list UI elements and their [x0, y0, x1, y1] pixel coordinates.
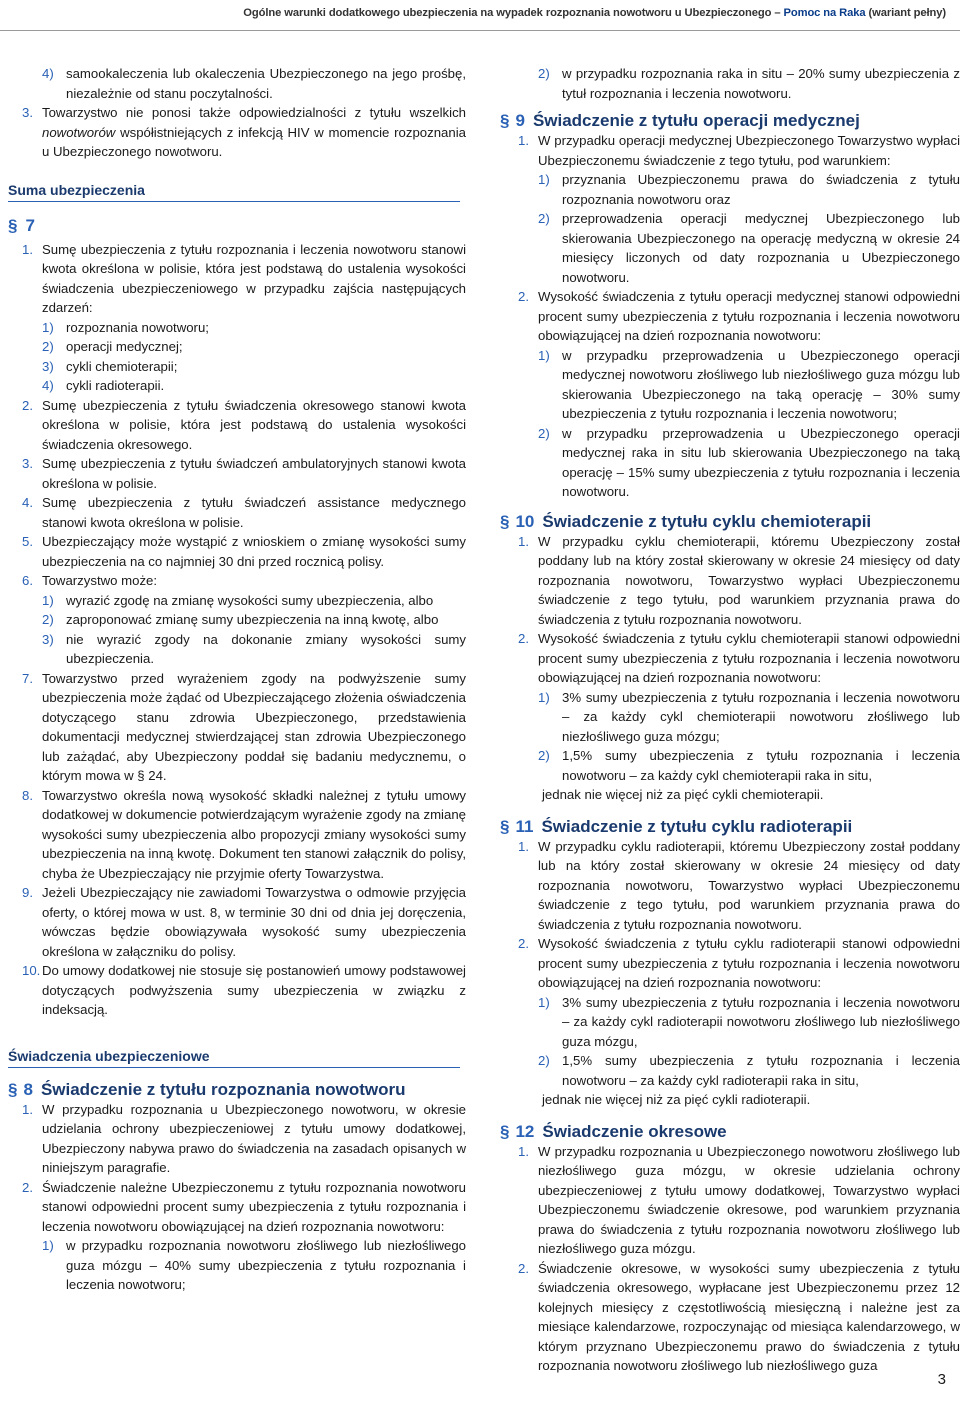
list-item	[22, 396, 466, 455]
item-number: 1)	[42, 592, 54, 608]
item-number: 4.	[22, 495, 33, 510]
item-text: Towarzystwo przed wyrażeniem zgody na podwyższenie sumy ubezpieczenia może żądać od Ubezpieczającego złożenia oświadczenia dotyczącego stanu zdrowia Ubezpieczonego, przedstawienia dokumentacji medycznej stwierdzającej stan zdrowia Ubezpieczonego lub zażądać, aby Ubezpieczony poddał się badaniu medycznemu, o którym mowa w § 24.	[42, 670, 466, 783]
item-text: 3% sumy ubezpieczenia z tytułu rozpoznania i leczenia nowotworu – za każdy cykl chemioterapii nowotworu złośliwego lub niezłośliwego guza mózgu;	[562, 689, 960, 744]
list-tail: jednak nie więcej niż za pięć cykli chemioterapii.	[542, 787, 824, 802]
item-number: 1)	[538, 994, 550, 1010]
paragraph-number: 9	[515, 111, 525, 130]
sub-item	[538, 746, 960, 785]
paragraph-10-heading	[500, 512, 960, 532]
sub-item	[538, 346, 960, 424]
section-swiadczenia-title: Świadczenia ubezpieczeniowe	[8, 1048, 460, 1068]
item-number: 1)	[42, 1238, 54, 1253]
item-number: 5.	[22, 534, 33, 549]
sub-item	[42, 318, 466, 338]
item-text: w przypadku przeprowadzenia u Ubezpieczonego operacji medycznej raka in situ lub skierowania Ubezpieczonego na taką operację – 15% sumy ubezpieczenia z tytułu rozpoznania i leczenia nowotworu.	[562, 425, 960, 499]
item-text: W przypadku rozpoznania u Ubezpieczonego nowotworu złośliwego lub niezłośliwego guza mózgu, w okresie udzielania ochrony ubezpieczeniowej z tytułu umowy dodatkowej, Towarzystwo wypłaci Ubezpieczonemu świadczenie okresowe, pod warunkiem przyznania prawa do świadczenia z tytułu rozpoznania nowotworu złośliwego lub niezłośliwego guza mózgu.	[538, 1143, 960, 1256]
item-text: w przypadku rozpoznania raka in situ – 20% sumy ubezpieczenia z tytuł rozpoznania i leczenia nowotworu.	[562, 66, 960, 101]
item-text: cykli chemioterapii;	[66, 358, 178, 374]
sub-item	[538, 1051, 960, 1090]
item-number: 3.	[22, 105, 33, 120]
list-item	[518, 287, 960, 346]
paragraph-title: Świadczenie z tytułu cyklu chemioterapii	[542, 511, 872, 531]
paragraph-11-heading	[500, 817, 960, 837]
item-text: wyrazić zgodę na zmianę wysokości sumy ubezpieczenia, albo	[66, 592, 434, 608]
section-mark: §	[8, 1079, 18, 1099]
item-number: 1.	[22, 241, 33, 257]
item-number: 3)	[42, 358, 54, 374]
paragraph-title: Świadczenie z tytułu rozpoznania nowotworu	[40, 1079, 406, 1099]
item-text: 1,5% sumy ubezpieczenia z tytułu rozpoznania i leczenia nowotworu – za każdy cykl radioterapii raka in situ,	[562, 1053, 960, 1088]
header-title	[243, 7, 946, 19]
item-text: w przypadku przeprowadzenia u Ubezpieczonego operacji medycznej nowotworu złośliwego lub niezłośliwego guza mózgu lub skierowania Ubezpieczonego na taką operację – 30% sumy ubezpieczenia z tytułu rozpoznania i leczenia nowotworu;	[562, 347, 960, 421]
section-mark: §	[500, 511, 510, 531]
list-item	[42, 64, 466, 103]
item-number: 1)	[538, 172, 550, 187]
section-suma-title: Suma ubezpieczenia	[8, 182, 460, 202]
list-item	[518, 131, 960, 170]
item-number: 2.	[22, 397, 33, 413]
page-number: 3	[937, 1371, 946, 1388]
item-text: Świadczenie należne Ubezpieczonemu z tytułu rozpoznania nowotworu stanowi odpowiedni procent sumy ubezpieczenia z tytułu rozpoznania i leczenia nowotworu obowiązującej na dzień rozpoznania nowotworu:	[42, 1179, 466, 1234]
list-item	[518, 837, 960, 935]
list-item	[518, 1259, 960, 1376]
sub-item	[42, 337, 466, 357]
paragraph-12-heading	[500, 1122, 960, 1142]
item-text: Towarzystwo może:	[42, 573, 158, 588]
sub-item	[538, 170, 960, 209]
item-text: 3% sumy ubezpieczenia z tytułu rozpoznania i leczenia nowotworu – za każdy cykl radioterapii nowotworu złośliwego lub niezłośliwego guza mózgu,	[562, 994, 960, 1049]
section-mark: §	[500, 1121, 510, 1141]
item-text: Ubezpieczający może wystąpić z wnioskiem o zmianę wysokości sumy ubezpieczenia na co najmniej 30 dni przed rocznicą polisy.	[42, 534, 466, 569]
item-number: 2.	[518, 631, 529, 646]
list-item	[22, 493, 466, 532]
item-text: przeprowadzenia operacji medycznej Ubezpieczonego lub skierowania Ubezpieczonego na operację medyczną w okresie 24 miesięcy liczonych od daty rozpoznania u Ubezpieczonego nowotworu.	[562, 211, 960, 285]
list-item	[22, 532, 466, 571]
item-text: nie wyrazić zgody na dokonanie zmiany wysokości sumy ubezpieczenia.	[66, 631, 466, 666]
item-text: Sumę ubezpieczenia z tytułu świadczeń assistance medycznego stanowi kwota określona w polisie.	[42, 495, 466, 530]
item-text: Towarzystwo określa nową wysokość składki należnej z tytułu umowy dodatkowej w dokumencie potwierdzającym wyrażenie zgody na zmianę wysokości sumy ubezpieczenia albo propozycji zmiany wysokości sumy ubezpieczenia na inną kwotę. Dokument ten stanowi załącznik do polisy, chyba że Ubezpieczający nie przyjmie oferty Towarzystwa.	[42, 787, 466, 881]
paragraph-number: 7	[25, 215, 35, 235]
paragraph-8-heading	[8, 1080, 466, 1100]
item-text: Sumę ubezpieczenia z tytułu świadczeń ambulatoryjnych stanowi kwota określona w polisie.	[42, 456, 466, 491]
item-number: 2)	[538, 748, 550, 763]
sub-item	[538, 993, 960, 1052]
item-number: 1.	[22, 1101, 33, 1117]
item-number: 6.	[22, 573, 33, 588]
list-item	[518, 532, 960, 630]
item-text: W przypadku rozpoznania u Ubezpieczonego nowotworu, w okresie udzielania ochrony ubezpieczeniowej z tytułu umowy dodatkowej, Ubezpieczony nabywa prawo do świadczenia na zasadach opisanych w niniejszym paragrafie.	[42, 1101, 466, 1175]
paragraph-title: Świadczenie z tytułu operacji medycznej	[532, 111, 860, 130]
list-item	[22, 961, 466, 1020]
list-item	[22, 669, 466, 786]
paragraph-number: 10	[515, 511, 535, 531]
item-number: 1.	[518, 838, 529, 854]
intro-list	[0, 64, 466, 162]
item-number: 2)	[538, 425, 550, 441]
list-item	[518, 934, 960, 993]
item-text: Wysokość świadczenia z tytułu cyklu chemioterapii stanowi odpowiedni procent sumy ubezpieczenia z tytułu rozpoznania i leczenia nowotworu obowiązującej na dzień rozpoznania nowotworu:	[538, 631, 960, 685]
paragraph-7-heading	[8, 216, 466, 236]
header-variant: (wariant pełny)	[868, 7, 946, 19]
right-column	[500, 64, 960, 1376]
list-item	[22, 571, 466, 591]
paragraph-number: 11	[515, 816, 534, 836]
list-item	[22, 454, 466, 493]
item-text: przyznania Ubezpieczonemu prawa do świadczenia z tytułu rozpoznania nowotworu oraz	[562, 172, 960, 207]
item-number: 1)	[538, 347, 550, 363]
item-text: rozpoznania nowotworu;	[66, 319, 209, 335]
item-text: Sumę ubezpieczenia z tytułu rozpoznania i leczenia nowotworu stanowi kwota określona w polisie, która jest podstawą do ustalenia wysokości świadczenia ubezpieczeniowego w przypadku zajścia następujących zdarzeń:	[42, 241, 466, 315]
list-item	[22, 103, 466, 162]
sub-item	[42, 357, 466, 377]
section-mark: §	[500, 816, 510, 836]
list-tail: jednak nie więcej niż za pięć cykli radioterapii.	[542, 1092, 811, 1107]
item-text: Wysokość świadczenia z tytułu cyklu radioterapii stanowi odpowiedni procent sumy ubezpieczenia z tytułu rozpoznania i leczenia nowotworu obowiązującej na dzień rozpoznania nowotworu:	[538, 936, 960, 990]
sub-item	[42, 376, 466, 396]
item-text: operacji medycznej;	[66, 339, 183, 354]
left-column	[0, 64, 466, 1295]
sub-item	[42, 610, 466, 630]
item-number: 3)	[42, 631, 54, 647]
paragraph-8-body	[0, 1100, 466, 1295]
sub-item	[538, 209, 960, 287]
item-text: Do umowy dodatkowej nie stosuje się postanowień umowy podstawowej dotyczących podwyższenia sumy ubezpieczenia w związku z indeksacją.	[42, 963, 466, 1017]
item-number: 7.	[22, 670, 33, 686]
item-text: Jeżeli Ubezpieczający nie zawiadomi Towarzystwa o odmowie przyjęcia oferty, o której mowa w ust. 8, w terminie 30 dni od dnia jej doręczenia, wówczas będzie obowiązywała wysokość sumy ubezpieczenia określona w załączniku do polisy.	[42, 885, 466, 959]
header-brand: Pomoc na Raka	[783, 7, 866, 19]
sub-item	[538, 688, 960, 747]
paragraph-number: 12	[515, 1121, 535, 1141]
item-text: współistniejących z infekcją HIV w momencie rozpoznania u Ubezpieczonego nowotworu.	[42, 124, 466, 159]
page-header	[0, 0, 960, 31]
item-text: cykli radioterapii.	[66, 378, 165, 393]
item-text: zaproponować zmianę sumy ubezpieczenia na inną kwotę, albo	[66, 612, 439, 627]
item-number: 3.	[22, 456, 33, 471]
paragraph-12-body	[500, 1142, 960, 1376]
item-number: 8.	[22, 787, 33, 803]
item-number: 1)	[538, 689, 550, 705]
header-title-text: Ogólne warunki dodatkowego ubezpieczenia na wypadek rozpoznania nowotworu u Ubezpieczonego –	[243, 7, 781, 19]
item-number: 2)	[538, 211, 550, 226]
item-number: 4)	[42, 378, 54, 393]
list-item	[518, 1142, 960, 1259]
item-number: 2)	[538, 1053, 550, 1068]
list-item	[22, 786, 466, 884]
item-text: W przypadku cyklu radioterapii, któremu Ubezpieczony został poddany lub na który został skierowany w okresie 24 miesięcy od daty rozpoznania nowotworu, Towarzystwo wypłaci Ubezpieczonemu świadczenie z tego tytułu, pod warunkiem przyznania prawa do świadczenia z tytułu rozpoznania nowotworu.	[538, 838, 960, 932]
item-text-italic: nowotworów	[42, 124, 116, 140]
list-item	[22, 240, 466, 318]
item-number: 2.	[518, 1260, 529, 1276]
item-text: w przypadku rozpoznania nowotworu złośliwego lub niezłośliwego guza mózgu – 40% sumy ubezpieczenia z tytułu rozpoznania i leczenia nowotworu;	[66, 1238, 466, 1292]
item-number: 2)	[42, 612, 54, 627]
sub-item	[538, 64, 960, 103]
item-text: Wysokość świadczenia z tytułu operacji medycznej stanowi odpowiedni procent sumy ubezpieczenia z tytułu rozpoznania i leczenia nowotworu obowiązującej na dzień rozpoznania nowotworu:	[538, 289, 960, 343]
paragraph-number: 8	[23, 1079, 33, 1099]
item-number: 4)	[42, 66, 54, 81]
item-number: 2)	[538, 66, 550, 81]
item-text: Świadczenie okresowe, w wysokości sumy ubezpieczenia z tytułu świadczenia okresowego, wypłacane jest Ubezpieczonemu przez 12 kolejnych miesięcy z częstotliwością miesięczną i należne jest za miesiące kalendarzowe, rozpoczynając od miesiąca kalendarzowego, w którym przyznano Ubezpieczonemu prawo do świadczenia z tytułu rozpoznania nowotworu złośliwego lub niezłośliwego guza	[538, 1260, 960, 1373]
item-number: 10.	[22, 963, 41, 978]
item-number: 2.	[22, 1179, 33, 1195]
paragraph-title: Świadczenie okresowe	[542, 1121, 727, 1141]
item-number: 1)	[42, 319, 54, 335]
sub-item	[42, 630, 466, 669]
paragraph-title: Świadczenie z tytułu cyklu radioterapii	[541, 816, 853, 836]
item-number: 2.	[518, 936, 529, 951]
paragraph-8-continued	[500, 64, 960, 103]
paragraph-9-heading	[500, 111, 960, 131]
item-text: samookaleczenia lub okaleczenia Ubezpieczonego na jego prośbę, niezależnie od stanu poczytalności.	[66, 66, 466, 101]
paragraph-11-body	[500, 837, 960, 1110]
sub-item	[42, 1236, 466, 1295]
item-number: 1.	[518, 533, 529, 549]
list-item	[22, 1100, 466, 1178]
list-item	[518, 629, 960, 688]
paragraph-10-body	[500, 532, 960, 805]
section-mark: §	[8, 215, 18, 235]
item-text: W przypadku cyklu chemioterapii, któremu Ubezpieczony został poddany lub na który został skierowany w okresie 24 miesięcy od daty rozpoznania nowotworu, Towarzystwo wypłaci Ubezpieczonemu świadczenie z tego tytułu, pod warunkiem przyznania prawa do świadczenia z tytułu rozpoznania nowotworu.	[538, 533, 960, 627]
item-text: W przypadku operacji medycznej Ubezpieczonego Towarzystwo wypłaci Ubezpieczonemu świadczenie z tego tytułu, pod warunkiem:	[538, 133, 960, 168]
item-number: 2.	[518, 289, 529, 304]
section-mark: §	[500, 111, 510, 130]
item-text: Sumę ubezpieczenia z tytułu świadczenia okresowego stanowi kwota określona w polisie, która jest podstawą do ustalenia wysokości świadczenia okresowego.	[42, 397, 466, 452]
paragraph-7-body	[0, 240, 466, 1020]
item-number: 1.	[518, 1143, 529, 1159]
sub-item	[538, 424, 960, 502]
item-text: 1,5% sumy ubezpieczenia z tytułu rozpoznania i leczenia nowotworu – za każdy cykl chemioterapii raka in situ,	[562, 748, 960, 783]
item-number: 9.	[22, 885, 33, 900]
paragraph-9-body	[500, 131, 960, 502]
list-item	[22, 1178, 466, 1237]
item-number: 1.	[518, 133, 529, 148]
item-text: Towarzystwo nie ponosi także odpowiedzialności z tytułu wszelkich	[42, 105, 466, 120]
sub-item	[42, 591, 466, 611]
list-item	[22, 883, 466, 961]
item-number: 2)	[42, 339, 54, 354]
